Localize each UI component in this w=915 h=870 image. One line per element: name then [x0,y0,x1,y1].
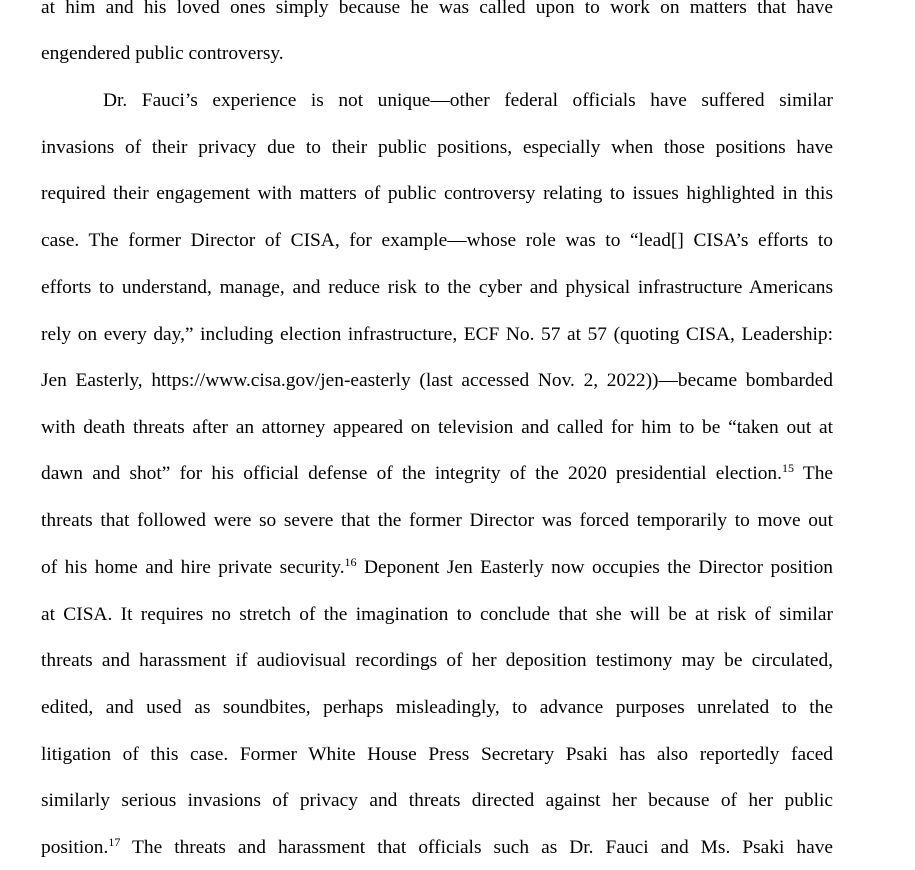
body-text-segment: dawn and shot” for his official defense of the integrity of the 2020 presidential election. [41,463,782,484]
body-text-segment: position. [41,837,109,858]
body-text-line: at him and his loved ones simply because he was called upon to work on matters that have [41,0,833,18]
body-text-line [41,463,833,485]
body-text-line [41,557,833,579]
body-text-line: threats and harassment if audiovisual recordings of her deposition testimony may be circulated, [41,650,833,671]
body-text-segment: Deponent Jen Easterly now occupies the Director position [364,557,833,578]
body-text-line: required their engagement with matters of public controversy relating to issues highlighted in this [41,183,833,204]
body-text-line: threats that followed were so severe that the former Director was forced temporarily to move out [41,510,833,531]
body-text-line: engendered public controversy. [41,43,284,64]
body-text-line: Dr. Fauci’s experience is not unique—other federal officials have suffered similar [103,90,833,111]
body-text-segment: The [802,463,833,484]
footnote-ref[interactable]: 15 [781,461,794,475]
body-text-line: rely on every day,” including election infrastructure, ECF No. 57 at 57 (quoting CISA, Leadership: [41,324,833,345]
footnote-ref[interactable]: 17 [108,835,121,849]
footnote-ref[interactable]: 16 [344,555,357,569]
body-text-line: with death threats after an attorney appeared on television and called for him to be “taken out at [41,417,833,438]
body-text-line: invasions of their privacy due to their public positions, especially when those positions have [41,137,833,158]
body-text-line: case. The former Director of CISA, for example—whose role was to “lead[] CISA’s efforts to [41,230,833,251]
body-text-segment: of his home and hire private security. [41,557,345,578]
body-text-line: similarly serious invasions of privacy and threats directed against her because of her public [41,790,833,811]
body-text-segment: The threats and harassment that officials such as Dr. Fauci and Ms. Psaki have [132,837,834,858]
body-text-line [41,837,833,859]
body-text-line: efforts to understand, manage, and reduce risk to the cyber and physical infrastructure Americans [41,277,833,298]
body-text-line: edited, and used as soundbites, perhaps misleadingly, to advance purposes unrelated to the [41,697,833,718]
body-text-line: at CISA. It requires no stretch of the imagination to conclude that she will be at risk of similar [41,604,833,625]
body-text-line: Jen Easterly, https://www.cisa.gov/jen-easterly (last accessed Nov. 2, 2022))—became bombarded [41,370,833,391]
body-text-line: litigation of this case. Former White House Press Secretary Psaki has also reportedly faced [41,744,833,765]
